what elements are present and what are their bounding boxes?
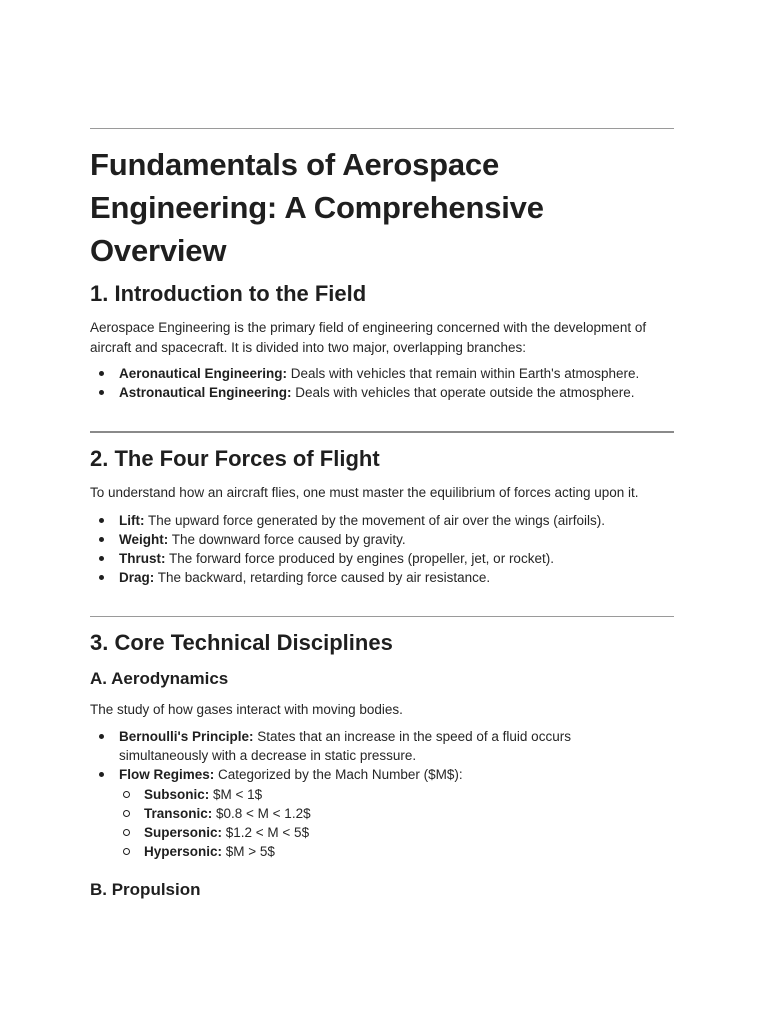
list-item <box>90 765 610 784</box>
flow-regimes-list <box>90 785 610 861</box>
list-item-text: Deals with vehicles that operate outside the atmosphere. <box>291 385 635 400</box>
list-item <box>90 804 610 823</box>
list-item-text: $M > 5$ <box>222 844 275 859</box>
list-item-text: The backward, retarding force caused by air resistance. <box>154 570 491 585</box>
list-item <box>90 842 610 861</box>
list-item-term: Thrust: <box>119 551 166 566</box>
list-item-term: Flow Regimes: <box>119 767 215 782</box>
section-paragraph-introduction: Aerospace Engineering is the primary field of engineering concerned with the development of aircraft and spacecraft. It is divided into two major, overlapping branches: <box>90 320 647 355</box>
list-item-term: Astronautical Engineering: <box>119 385 292 400</box>
list-item <box>90 549 674 568</box>
list-item-term: Lift: <box>119 513 145 528</box>
list-item-text: States that an increase in the speed of a fluid occurs simultaneously with a decrease in static pressure. <box>119 729 571 763</box>
list-item-term: Drag: <box>119 570 155 585</box>
list-item <box>90 383 674 402</box>
list-item-text: The forward force produced by engines (propeller, jet, or rocket). <box>165 551 554 566</box>
list-item-text: The downward force caused by gravity. <box>168 532 406 547</box>
list-item <box>90 823 610 842</box>
divider-section-2 <box>90 431 674 433</box>
list-item <box>90 530 674 549</box>
section-heading-disciplines: 3. Core Technical Disciplines <box>90 630 393 655</box>
list-item-term: Transonic: <box>144 806 213 821</box>
list-item-text: $1.2 < M < 5$ <box>222 825 310 840</box>
subsection-heading-aerodynamics: A. Aerodynamics <box>90 669 229 688</box>
subsection-heading-propulsion: B. Propulsion <box>90 880 201 899</box>
list-item <box>90 364 674 383</box>
branches-list <box>90 364 674 402</box>
divider-top <box>90 128 674 129</box>
list-item <box>90 785 610 804</box>
list-item <box>90 511 674 530</box>
list-item-text: $0.8 < M < 1.2$ <box>212 806 311 821</box>
forces-list <box>90 511 674 587</box>
list-item-text: The upward force generated by the movement of air over the wings (airfoils). <box>144 513 605 528</box>
list-item <box>90 727 610 765</box>
document-title: Fundamentals of Aerospace Engineering: A Comprehensive Overview <box>90 147 544 268</box>
section-paragraph-forces: To understand how an aircraft flies, one must master the equilibrium of forces acting upon it. <box>90 485 639 500</box>
list-item-text: $M < 1$ <box>209 787 263 802</box>
aerodynamics-list <box>90 727 610 784</box>
list-item-term: Supersonic: <box>144 825 223 840</box>
subsection-paragraph-aerodynamics: The study of how gases interact with moving bodies. <box>90 702 403 717</box>
section-heading-forces: 2. The Four Forces of Flight <box>90 446 380 471</box>
list-item-term: Bernoulli's Principle: <box>119 729 254 744</box>
divider-section-3 <box>90 616 674 617</box>
list-item-text: Categorized by the Mach Number ($M$): <box>214 767 463 782</box>
list-item-term: Subsonic: <box>144 787 210 802</box>
section-heading-introduction: 1. Introduction to the Field <box>90 281 367 306</box>
list-item-term: Hypersonic: <box>144 844 223 859</box>
list-item-text: Deals with vehicles that remain within Earth's atmosphere. <box>287 366 640 381</box>
list-item-term: Weight: <box>119 532 169 547</box>
list-item-term: Aeronautical Engineering: <box>119 366 288 381</box>
list-item <box>90 568 674 587</box>
